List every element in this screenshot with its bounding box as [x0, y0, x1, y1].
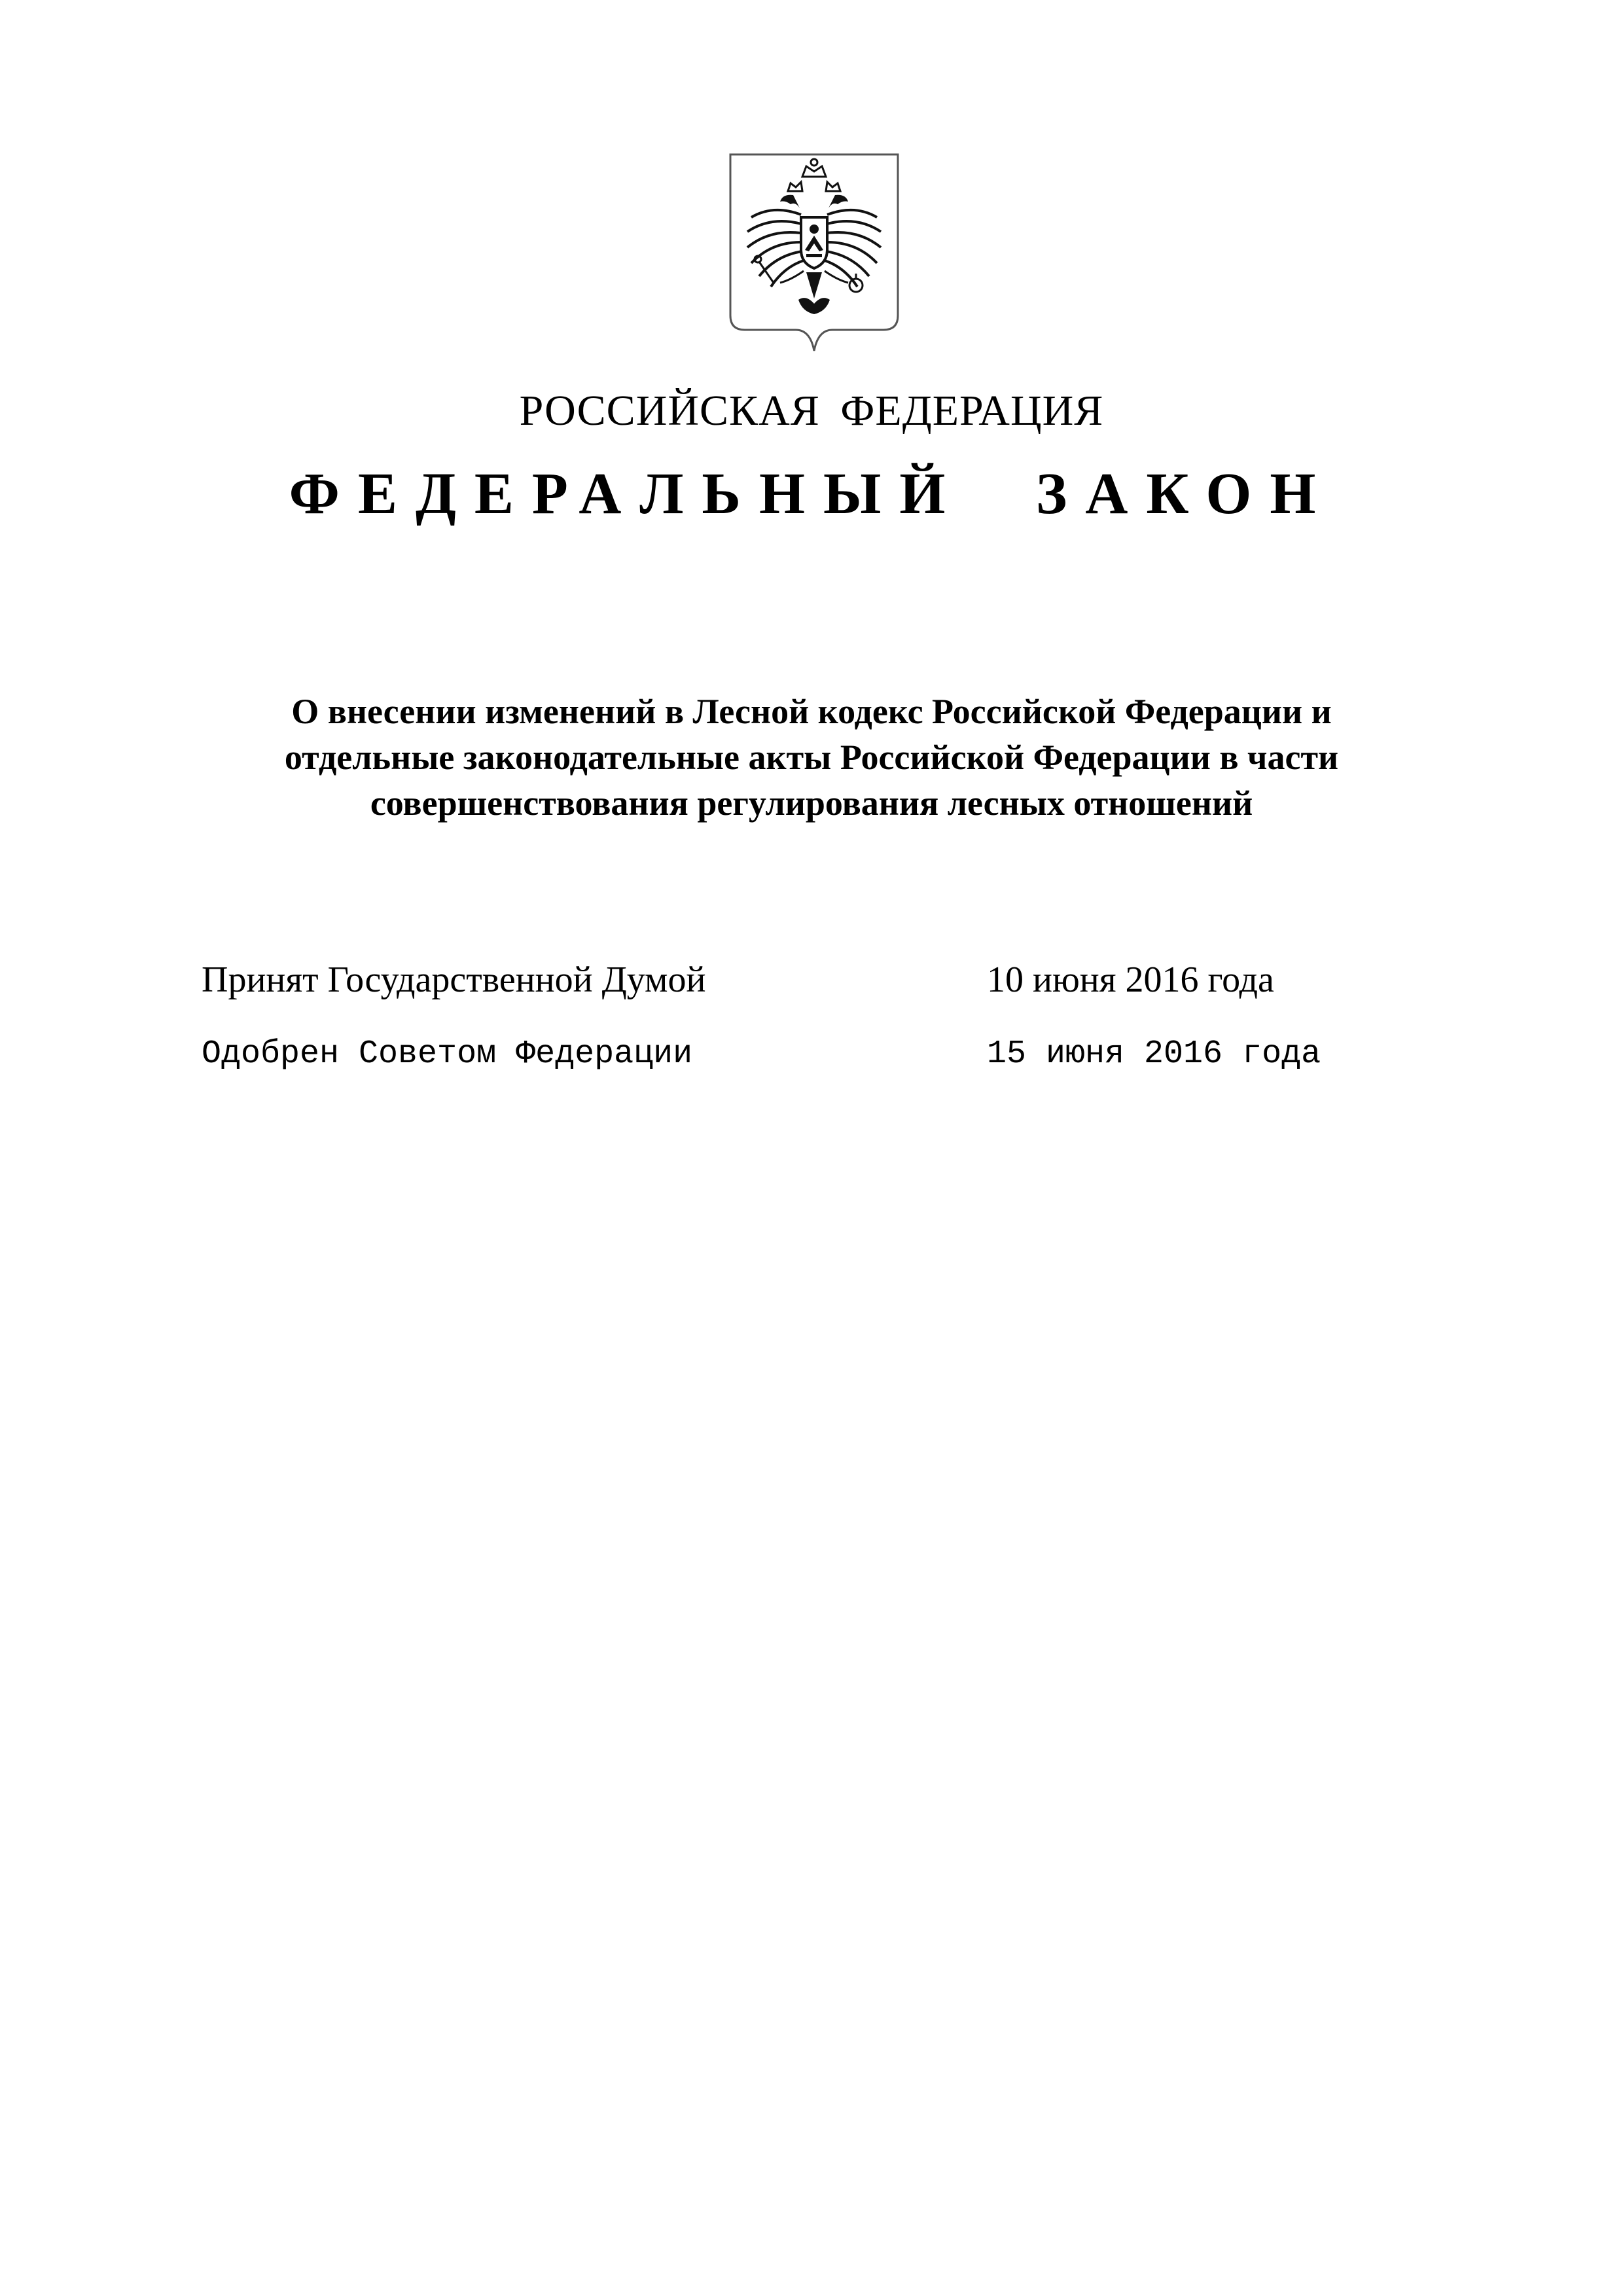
- law-title: [0, 689, 1623, 826]
- approved-label: Одобрен Советом Федерации: [202, 1035, 693, 1073]
- country-name: РОССИЙСКАЯ ФЕДЕРАЦИЯ: [519, 387, 1104, 435]
- adopted-date: 10 июня 2016 года: [987, 960, 1274, 1000]
- law-title-line: О внесении изменений в Лесной кодекс Российской Федерации и: [291, 692, 1332, 731]
- adopted-label: Принят Государственной Думой: [202, 960, 706, 1000]
- law-title-line: отдельные законодательные акты Российской Федерации в части: [284, 738, 1339, 777]
- law-title-line: совершенствования регулирования лесных отношений: [370, 783, 1253, 823]
- approved-date: 15 июня 2016 года: [987, 1035, 1321, 1073]
- russian-coat-of-arms-icon: [728, 152, 901, 355]
- approved-row: [0, 1031, 1623, 1077]
- document-type: ФЕДЕРАЛЬНЫЙ ЗАКОН: [289, 461, 1334, 526]
- adopted-row: [0, 957, 1623, 1003]
